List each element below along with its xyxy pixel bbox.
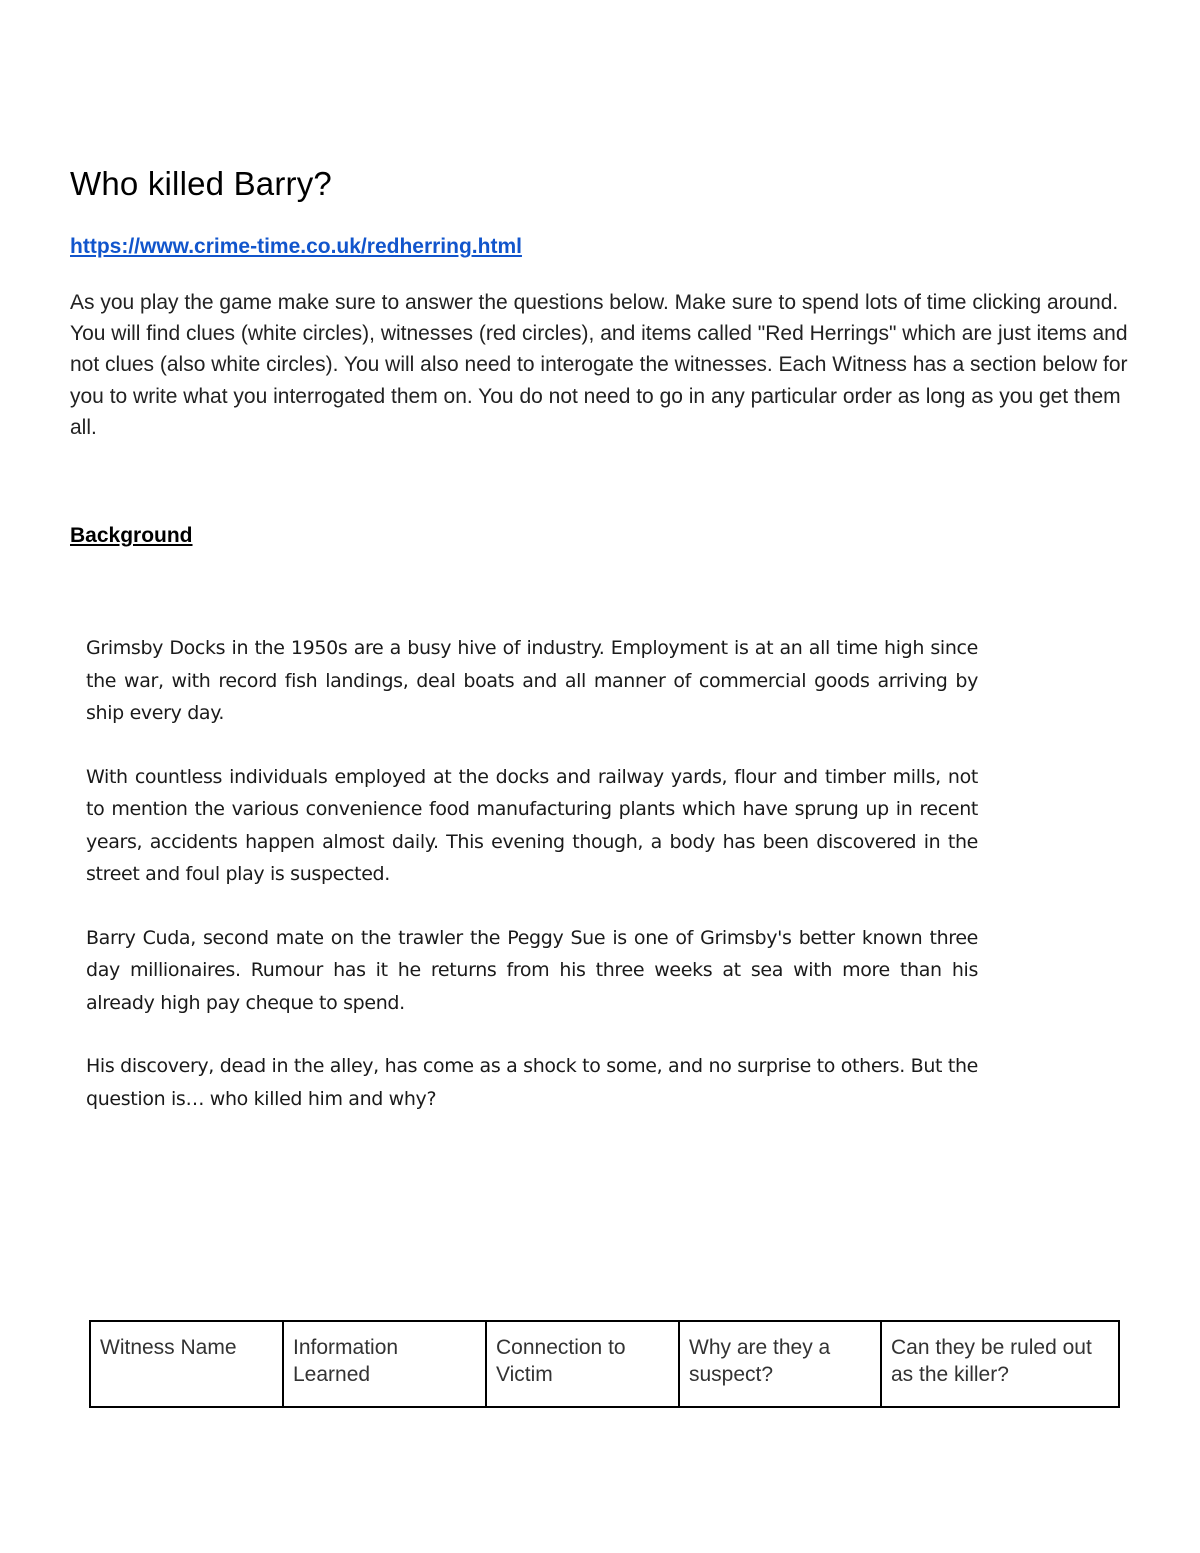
game-link[interactable]: https://www.crime-time.co.uk/redherring.html (70, 235, 522, 258)
story-paragraph-1: Grimsby Docks in the 1950s are a busy hive of industry. Employment is at an all time high since the war, with record fish landings, deal boats and all manner of commercial goods arriving by ship every day. (86, 637, 978, 724)
page-title: Who killed Barry? (70, 165, 332, 202)
column-header-ruled-out: Can they be ruled out as the killer? (881, 1321, 1119, 1407)
background-story (86, 632, 978, 1146)
background-heading: Background (70, 524, 193, 547)
table-header-row (90, 1321, 1119, 1407)
story-paragraph-3: Barry Cuda, second mate on the trawler the Peggy Sue is one of Grimsby's better known three day millionaires. Rumour has it he returns from his three weeks at sea with more than his already high pay cheque to spend. (86, 926, 978, 1014)
column-header-why-suspect: Why are they a suspect? (679, 1321, 881, 1407)
story-paragraph-4: His discovery, dead in the alley, has come as a shock to some, and no surprise to others. But the question is… who killed him and why? (86, 1055, 978, 1110)
story-paragraph-2: With countless individuals employed at the docks and railway yards, flour and timber mills, not to mention the various convenience food manufacturing plants which have sprung up in recent years, accidents happen almost daily. This evening though, a body has been discovered in the street and foul play is suspected. (86, 765, 978, 885)
column-header-connection-to-victim: Connection to Victim (486, 1321, 679, 1407)
instructions-paragraph: As you play the game make sure to answer the questions below. Make sure to spend lots of time clicking around. You will find clues (white circles), witnesses (red circles), and items called "Red Herrings" which are just items and not clues (also white circles). You will also need to interogate the witnesses. Each Witness has a section below for you to write what you interrogated them on. You do not need to go in any particular order as long as you get them all. (70, 291, 1128, 439)
column-header-information-learned: Information Learned (283, 1321, 486, 1407)
column-header-witness-name: Witness Name (90, 1321, 283, 1407)
witness-table (89, 1320, 1120, 1408)
